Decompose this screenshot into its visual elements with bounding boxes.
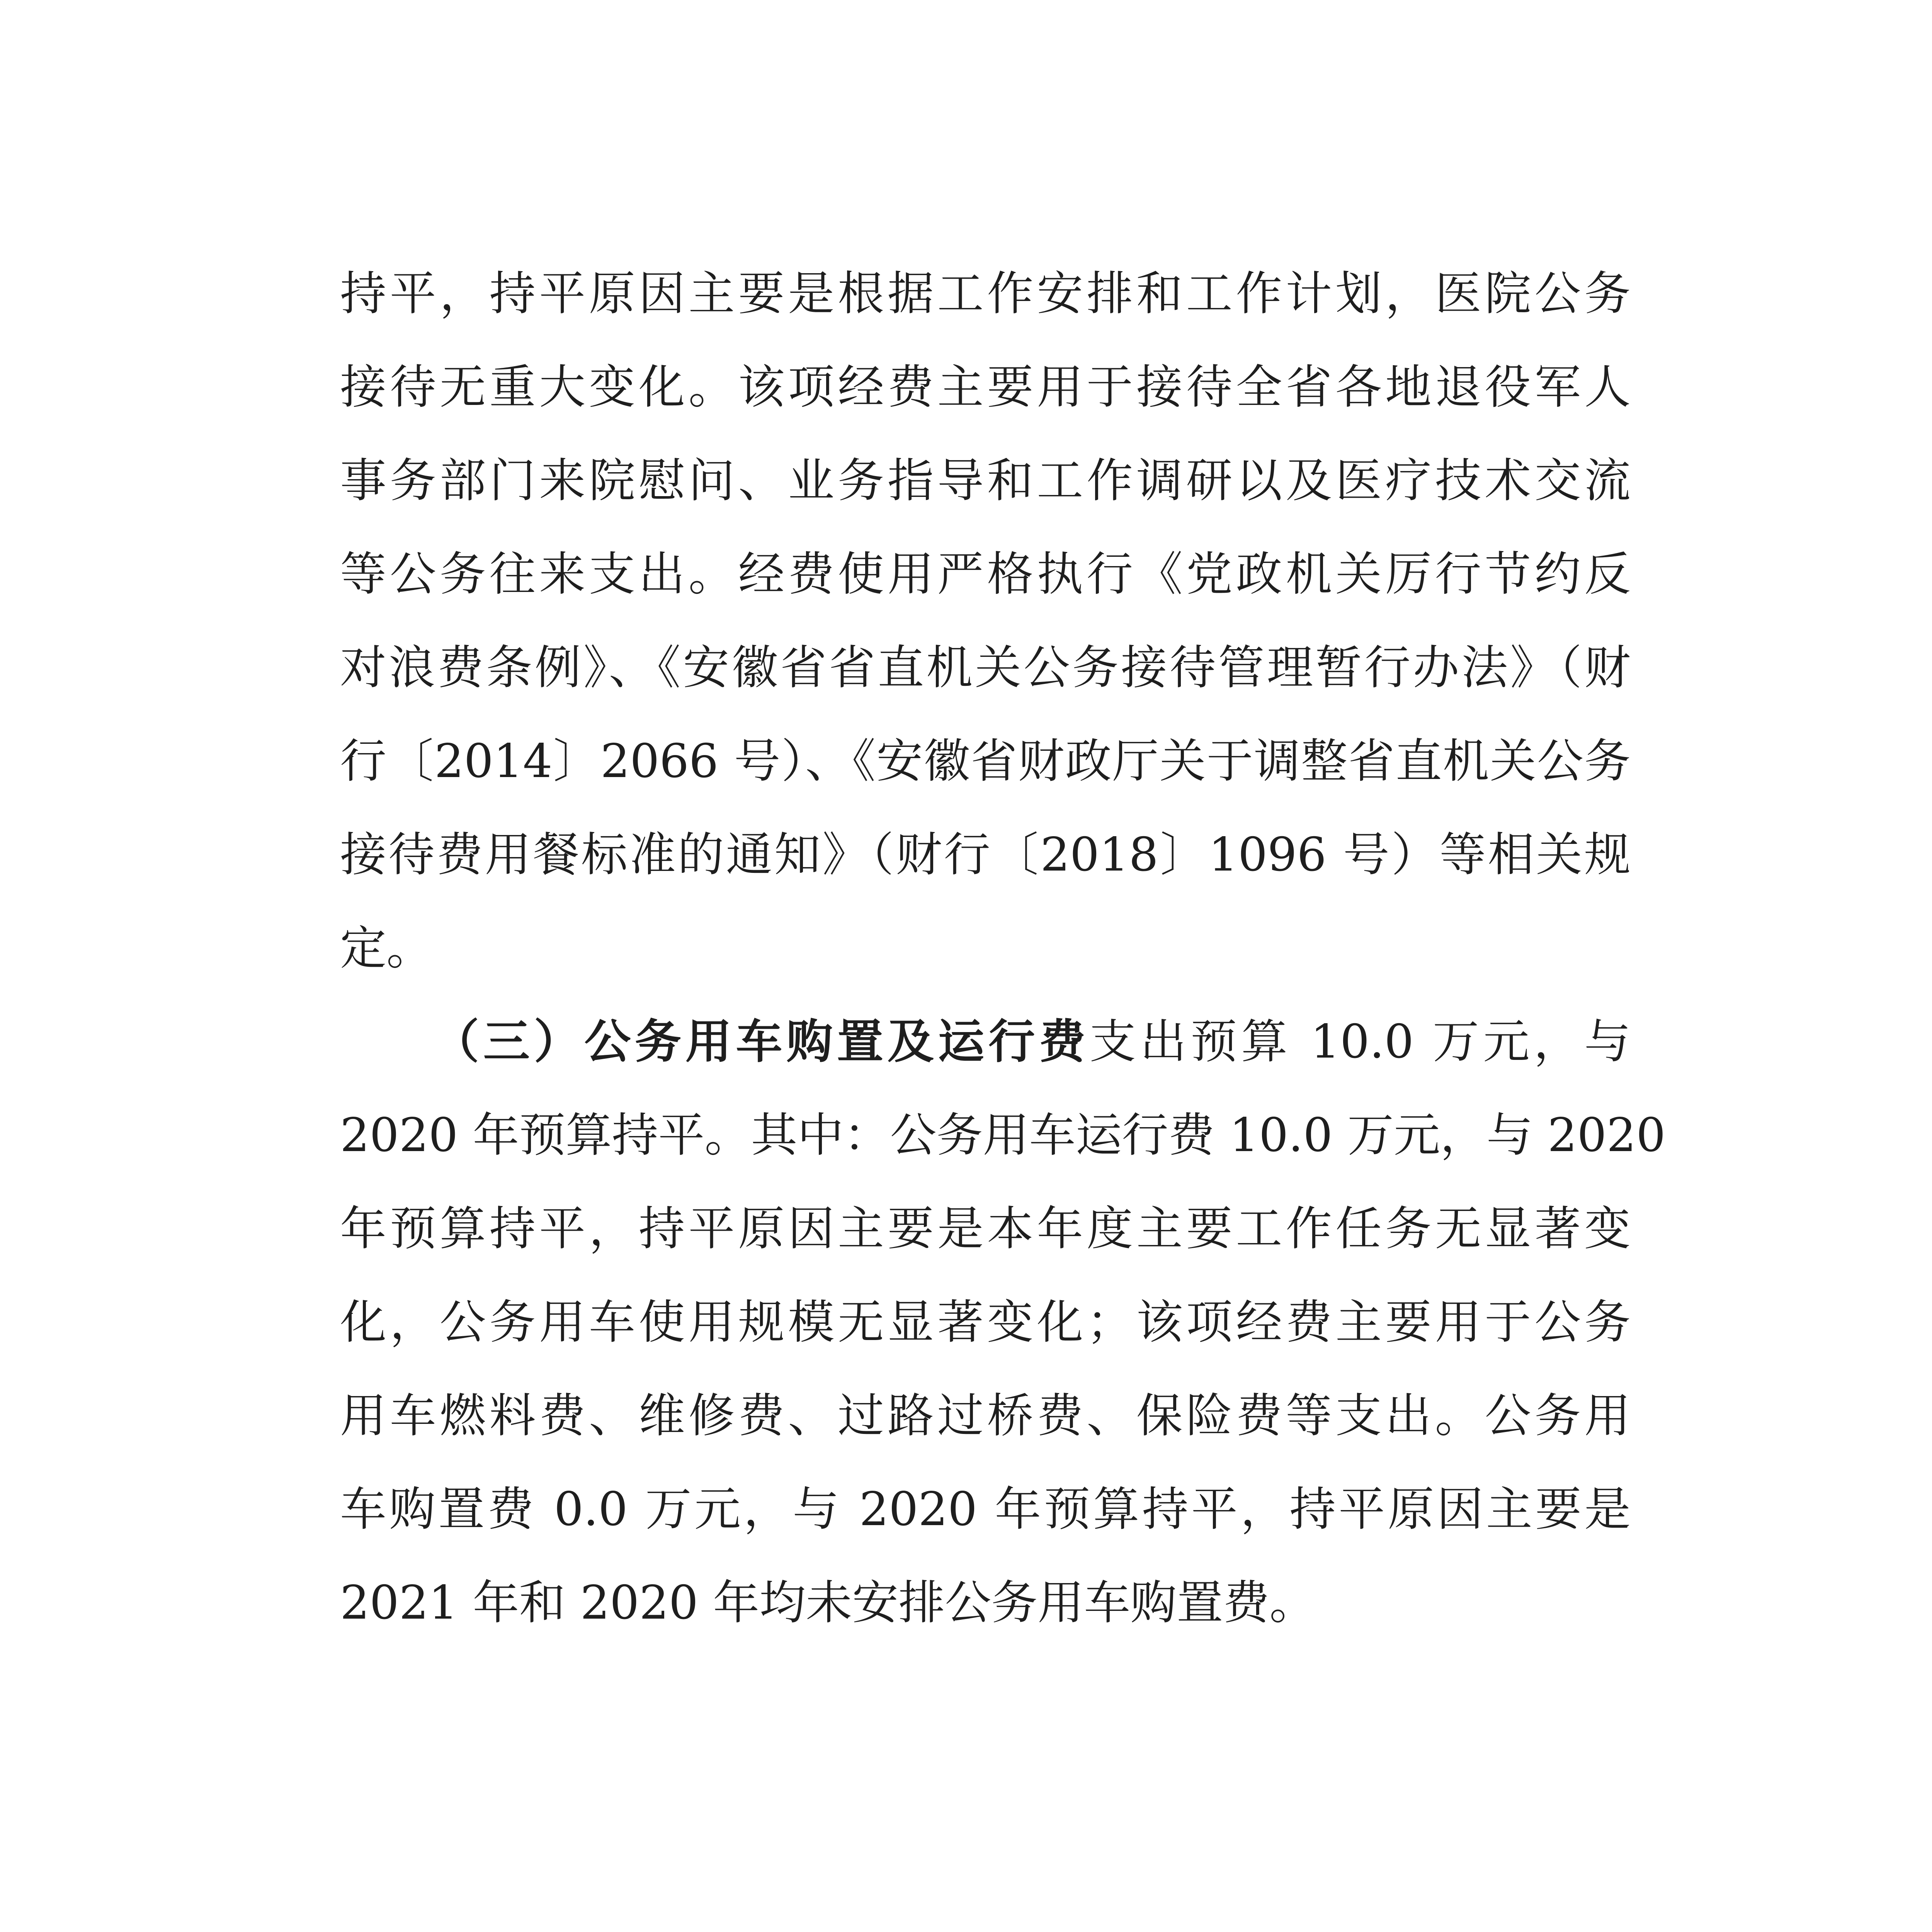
text-line: 对浪费条例》、《安徽省省直机关公务接待管理暂行办法》（财 — [340, 641, 1631, 695]
section-heading: （三）公务用车购置及运行费 — [433, 1015, 1090, 1069]
text-line: 事务部门来院慰问、业务指导和工作调研以及医疗技术交流 — [340, 454, 1631, 508]
text-line: 化，公务用车使用规模无显著变化；该项经费主要用于公务 — [340, 1296, 1631, 1349]
body-text — [340, 247, 1666, 1650]
text-line: 等公务往来支出。经费使用严格执行《党政机关厉行节约反 — [340, 548, 1631, 601]
text-line: 车购置费 0.0 万元，与 2020 年预算持平，持平原因主要是 — [340, 1483, 1631, 1536]
paragraph-reception-expense — [340, 247, 1631, 995]
paragraph-first-line — [340, 995, 1631, 1089]
text-line: 定。 — [340, 922, 433, 975]
paragraph-vehicle-expense — [340, 995, 1666, 1650]
text-line: 年预算持平，持平原因主要是本年度主要工作任务无显著变 — [340, 1202, 1631, 1256]
text-line: 2020 年预算持平。其中：公务用车运行费 10.0 万元，与 2020 — [340, 1109, 1666, 1162]
text-line: 2021 年和 2020 年均未安排公务用车购置费。 — [340, 1576, 1316, 1630]
text-line: 持平，持平原因主要是根据工作安排和工作计划，医院公务 — [340, 267, 1631, 321]
text-line: 行〔2014〕2066 号）、《安徽省财政厅关于调整省直机关公务 — [340, 735, 1631, 788]
heading-line-rest: 支出预算 10.0 万元，与 — [1089, 1015, 1631, 1069]
text-line: 接待费用餐标准的通知》（财行〔2018〕1096 号）等相关规 — [340, 828, 1631, 882]
text-line: 用车燃料费、维修费、过路过桥费、保险费等支出。公务用 — [340, 1389, 1631, 1443]
text-line: 接待无重大变化。该项经费主要用于接待全省各地退役军人 — [340, 361, 1631, 414]
